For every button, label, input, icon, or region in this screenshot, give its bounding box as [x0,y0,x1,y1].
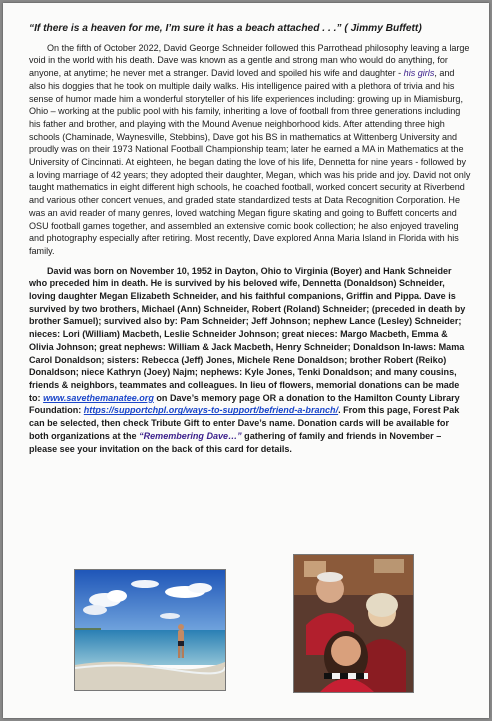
library-foundation-link[interactable]: https://supportchpl.org/ways-to-support/befriend-a-branch/ [83,405,339,416]
life-story-text-a: On the fifth of October 2022, David George Schneider followed this Parrothead philosophy leaving a large void in the world with his death. Dave was known as a gentle and strong man who would do anything, for anyone, at anytime; he never met a stranger. David loved and spoiled his wife and daughter - [29,42,470,79]
beach-photo [74,569,226,691]
donation-text-closing: gathering of family and friends in November – please see your invitation on the back of this card for details. [29,430,442,454]
donation-text-intro: In lieu of flowers, memorial donations can be made to: [29,379,460,403]
donation-text-instructions: . From this page, Forest Pak can be selected, then check Tribute Gift to enter Dave’s name. Donation cards will be available for both organizations at the [29,405,460,441]
remembering-dave-event: “Remembering Dave…” [139,430,242,441]
savethemanatee-link[interactable]: www.savethemanatee.org [43,392,154,403]
donation-text-library: on Dave’s memory page OR a donation to the Hamilton County Library Foundation: [29,392,460,416]
family-photo [293,554,414,693]
jimmy-buffett-quote: “If there is a heaven for me, I’m sure it has a beach attached . . .” ( Jimmy Buffett) [29,23,422,34]
obituary-text [29,23,471,462]
memorial-card-page [3,3,489,718]
survivors-text: David was born on November 10, 1952 in Dayton, Ohio to Virginia (Boyer) and Hank Schneider who preceded him in death. He is survived by his beloved wife, Dennetta (Donaldson) Schneider, loving daughter Megan Elizabeth Schneider, and his faithful companions, Griffin and Pippa. Dave is survived by two brothers, Michael (Ann) Schneider, Robert (Roland) Schneider; (preceded in death by brother Samuel); survived also by: Pam Schneider; Jeff Johnson; nephew Lance (Lesley) Schneider; nieces: Lori (William) Macbeth, Leslie Schneider Johnson; great nieces: Margo Macbeth, Emma & Olivia Johnson; great nephews: William & Jack Macbeth, Henry Schneider; Donaldson In-laws: Mama Carol Donaldson; sisters: Rebecca (Jeff) Jones, Michele Rene Donaldson; brother Robert (Reiko) Donaldson; niece Kathryn (Joey) Najm; nephews: Kyle Jones, Tenki Donaldson; and many cousins, friends & neighbors, teammates and colleagues. [29,265,466,390]
paragraph-survivors [29,265,471,456]
paragraph-life-story [29,42,471,258]
life-story-text-b: , and also his doggies that he took on multiple daily walks. His intelligence paired with a plethora of trivia and his sense of humor made him a wonderful storyteller of his life experiences including: growing up in Miamisburg, Ohio – working at the public pool with his family, inheriting a love of football from three generations including his father and brother, and playing with the Mound Avenue neighborhood kids. After attending three high schools (Chaminade, Waynesville, Stebbins), Dave got his BS in mathematics at Wittenberg University and proudly was on their 1973 National Football Championship team; later he earned a MA in Mathematics at the University of Cincinnati. At eighteen, he began dating the love of his life, Dennetta for nine years - followed by a loving marriage of 42 years; they adopted their daughter, Megan, which was his pride and joy. David not only taught mathematics in eight different high schools, he coached football, worked concert security at Riverbend and various other concert venues, and graded state standardized tests at Data Recognition Corporation. He was an avid reader of many genres, loved watching Megan figure skating and going to Buffett concerts and OSU football games together, and assembled an extensive comic book collection; he also enjoyed traveling and photography especially after retiring. Most recently, Dave explored Anna Maria Island in Florida with his family. [29,68,471,256]
his-girls-emphasis: his girls [403,68,435,79]
